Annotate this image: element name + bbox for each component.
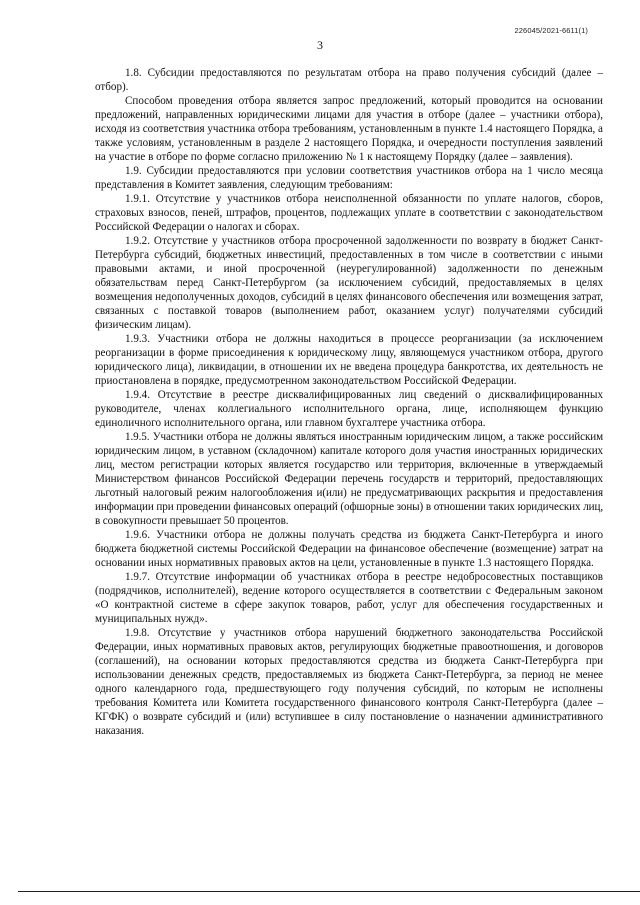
document-id: 226045/2021-6611(1): [514, 26, 588, 35]
paragraph-1-9-4: 1.9.4. Отсутствие в реестре дисквалифицированных лиц сведений о дисквалифицированных руководителе, членах коллегиального исполнительного органа, лице, исполняющем функцию единоличного исполнительного органа, или главном бухгалтере участника отбора.: [95, 389, 603, 429]
paragraph-1-8: 1.8. Субсидии предоставляются по результатам отбора на право получения субсидий (далее – отбор).: [95, 67, 603, 93]
paragraph-1-9: 1.9. Субсидии предоставляются при условии соответствия участников отбора на 1 число месяца представления в Комитет заявления, следующим требованиям:: [95, 165, 603, 191]
paragraph-1-9-7: 1.9.7. Отсутствие информации об участниках отбора в реестре недобросовестных поставщиков (подрядчиков, исполнителей), ведение которого осуществляется в соответствии с Федеральным законом «О контрактной системе в сфере закупок товаров, работ, услуг для обеспечения государственных и муниципальных нужд».: [95, 571, 603, 625]
paragraph-1-9-5: 1.9.5. Участники отбора не должны являться иностранным юридическим лицом, а также российским юридическим лицом, в уставном (складочном) капитале которого доля участия иностранных юридических лиц, местом регистрации которых является государство или территория, включенные в утверждаемый Министерством финансов Российской Федерации перечень государств и территорий, предоставляющих льготный налоговый режим налогообложения и(или) не предусматривающих раскрытия и предоставления информации при проведении финансовых операций (офшорные зоны) в отношении таких юридических лиц, в совокупности превышает 50 процентов.: [95, 431, 603, 527]
paragraph-1-9-1: 1.9.1. Отсутствие у участников отбора неисполненной обязанности по уплате налогов, сборов, страховых взносов, пеней, штрафов, процентов, подлежащих уплате в соответствии с законодательством Российской Федерации о налогах и сборах.: [95, 193, 603, 233]
paragraph-1-9-6: 1.9.6. Участники отбора не должны получать средства из бюджета Санкт-Петербурга и иного бюджета бюджетной системы Российской Федерации на финансовое обеспечение (возмещение) затрат на основании иных нормативных правовых актов на цели, установленные в пункте 1.3 настоящего Порядка.: [95, 529, 603, 569]
paragraph-1-9-2: 1.9.2. Отсутствие у участников отбора просроченной задолженности по возврату в бюджет Санкт-Петербурга субсидий, бюджетных инвестиций, предоставленных в том числе в соответствии с иными правовыми актами, и иной просроченной (неурегулированной) задолженности по денежным обязательствам перед Санкт-Петербургом (за исключением субсидий, предоставляемых в целях возмещения недополученных доходов, субсидий в целях финансового обеспечения или возмещения затрат, связанных с поставкой товаров (выполнением работ, оказанием услуг) получателями субсидий физическим лицам).: [95, 235, 603, 331]
paragraph-1-9-8: 1.9.8. Отсутствие у участников отбора нарушений бюджетного законодательства Российской Федерации, иных нормативных правовых актов, регулирующих бюджетные правоотношения, и договоров (соглашений), на основании которых предоставляются средства из бюджета Санкт-Петербурга при использовании денежных средств, предоставляемых из бюджета Санкт-Петербурга, за период не менее одного календарного года, предшествующего году получения субсидий, по которым не исполнены требования Комитета или Комитета государственного финансового контроля Санкт-Петербурга (далее – КГФК) о возврате субсидий и (или) вступившее в силу постановление о назначении административного наказания.: [95, 627, 603, 737]
bottom-scan-edge: [18, 891, 640, 892]
document-body: [95, 66, 603, 738]
paragraph-selection-method: Способом проведения отбора является запрос предложений, который проводится на основании предложений, направленных юридическими лицами для участия в отборе (далее – участники отбора), исходя из соответствия участника отбора требованиям, установленным в пункте 1.4 настоящего Порядка, а также условиям, установленным в разделе 2 настоящего Порядка, и очередности поступления заявлений на участие в отборе по форме согласно приложению № 1 к настоящему Порядку (далее – заявления).: [95, 95, 603, 163]
page-number: 3: [317, 38, 323, 52]
paragraph-1-9-3: 1.9.3. Участники отбора не должны находиться в процессе реорганизации (за исключением реорганизации в форме присоединения к юридическому лицу, являющемуся участником отбора, другого юридического лица), ликвидации, в отношении их не введена процедура банкротства, их деятельность не приостановлена в порядке, предусмотренном законодательством Российской Федерации.: [95, 333, 603, 387]
